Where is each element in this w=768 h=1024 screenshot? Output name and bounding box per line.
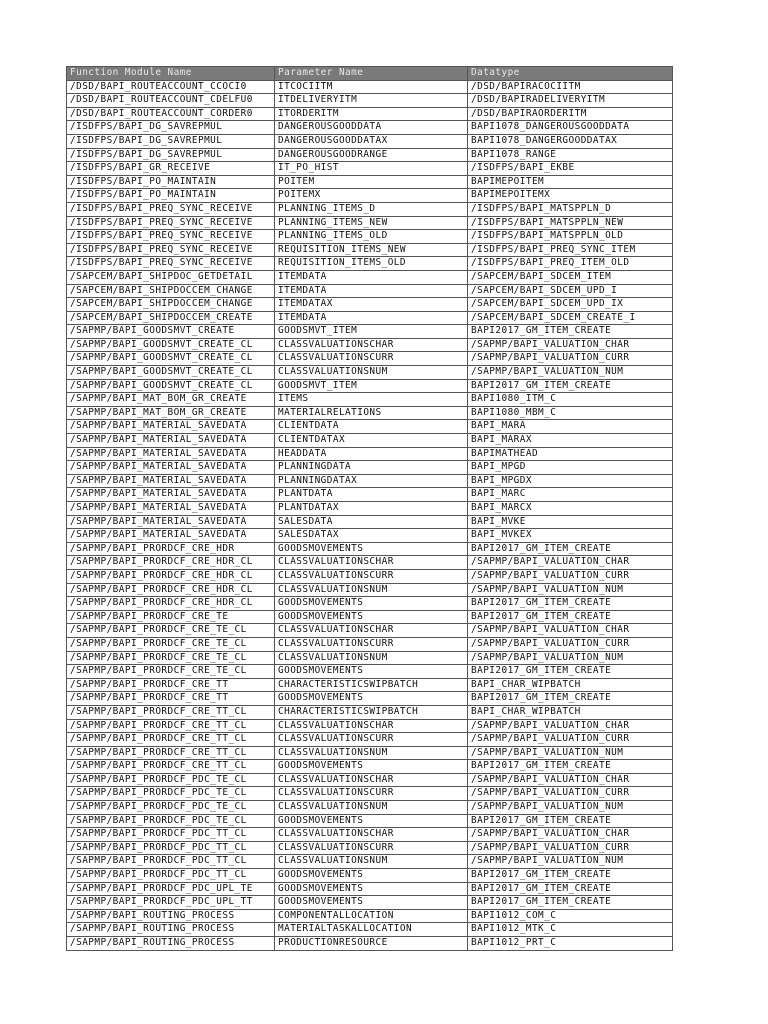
- table-row: [67, 515, 673, 529]
- cell-function-module-name: /ISDFPS/BAPI_PREQ_SYNC_RECEIVE: [67, 202, 275, 216]
- cell-function-module-name: /SAPMP/BAPI_GOODSMVT_CREATE_CL: [67, 366, 275, 380]
- cell-parameter-name: PLANTDATA: [275, 488, 468, 502]
- table-row: [67, 80, 673, 94]
- cell-function-module-name: /SAPMP/BAPI_PRORDCF_CRE_TT_CL: [67, 746, 275, 760]
- cell-datatype: BAPI1012_MTK_C: [468, 923, 673, 937]
- cell-function-module-name: /SAPMP/BAPI_PRORDCF_CRE_TE_CL: [67, 624, 275, 638]
- table-row: [67, 733, 673, 747]
- cell-parameter-name: CLASSVALUATIONSNUM: [275, 746, 468, 760]
- cell-function-module-name: /SAPMP/BAPI_MAT_BOM_GR_CREATE: [67, 406, 275, 420]
- table-row: [67, 148, 673, 162]
- cell-parameter-name: COMPONENTALLOCATION: [275, 909, 468, 923]
- cell-datatype: BAPI2017_GM_ITEM_CREATE: [468, 760, 673, 774]
- table-row: [67, 434, 673, 448]
- cell-function-module-name: /ISDFPS/BAPI_DG_SAVREPMUL: [67, 148, 275, 162]
- cell-parameter-name: CHARACTERISTICSWIPBATCH: [275, 705, 468, 719]
- header-parameter-name: Parameter Name: [275, 67, 468, 81]
- cell-datatype: BAPI_MARC: [468, 488, 673, 502]
- cell-datatype: /SAPMP/BAPI_VALUATION_CHAR: [468, 828, 673, 842]
- table-row: [67, 202, 673, 216]
- cell-parameter-name: CLASSVALUATIONSNUM: [275, 801, 468, 815]
- table-row: [67, 760, 673, 774]
- cell-function-module-name: /SAPMP/BAPI_PRORDCF_CRE_TT_CL: [67, 733, 275, 747]
- cell-parameter-name: CLIENTDATA: [275, 420, 468, 434]
- cell-function-module-name: /SAPMP/BAPI_GOODSMVT_CREATE_CL: [67, 379, 275, 393]
- table-row: [67, 896, 673, 910]
- table-row: [67, 121, 673, 135]
- cell-datatype: BAPI2017_GM_ITEM_CREATE: [468, 379, 673, 393]
- table-row: [67, 94, 673, 108]
- cell-datatype: /SAPMP/BAPI_VALUATION_CHAR: [468, 624, 673, 638]
- cell-parameter-name: CLASSVALUATIONSCHAR: [275, 719, 468, 733]
- cell-function-module-name: /SAPMP/BAPI_MATERIAL_SAVEDATA: [67, 474, 275, 488]
- cell-datatype: /SAPMP/BAPI_VALUATION_NUM: [468, 583, 673, 597]
- table-row: [67, 134, 673, 148]
- cell-function-module-name: /SAPMP/BAPI_PRORDCF_CRE_HDR_CL: [67, 569, 275, 583]
- table-row: [67, 284, 673, 298]
- cell-function-module-name: /SAPMP/BAPI_MATERIAL_SAVEDATA: [67, 488, 275, 502]
- cell-parameter-name: CLASSVALUATIONSCURR: [275, 733, 468, 747]
- cell-function-module-name: /SAPMP/BAPI_PRORDCF_CRE_TT_CL: [67, 719, 275, 733]
- cell-parameter-name: GOODSMOVEMENTS: [275, 597, 468, 611]
- cell-datatype: BAPI_MPGDX: [468, 474, 673, 488]
- table-row: [67, 406, 673, 420]
- table-row: [67, 257, 673, 271]
- table-row: [67, 107, 673, 121]
- cell-datatype: BAPI2017_GM_ITEM_CREATE: [468, 597, 673, 611]
- cell-parameter-name: MATERIALRELATIONS: [275, 406, 468, 420]
- cell-function-module-name: /ISDFPS/BAPI_PO_MAINTAIN: [67, 189, 275, 203]
- cell-parameter-name: POITEMX: [275, 189, 468, 203]
- cell-function-module-name: /SAPMP/BAPI_PRORDCF_CRE_HDR_CL: [67, 583, 275, 597]
- table-row: [67, 814, 673, 828]
- cell-parameter-name: CLIENTDATAX: [275, 434, 468, 448]
- cell-datatype: /SAPMP/BAPI_VALUATION_CURR: [468, 733, 673, 747]
- cell-parameter-name: CLASSVALUATIONSCURR: [275, 637, 468, 651]
- table-row: [67, 393, 673, 407]
- table-row: [67, 841, 673, 855]
- cell-datatype: BAPI2017_GM_ITEM_CREATE: [468, 665, 673, 679]
- table-row: [67, 420, 673, 434]
- cell-parameter-name: DANGEROUSGOODDATA: [275, 121, 468, 135]
- cell-function-module-name: /SAPMP/BAPI_PRORDCF_PDC_TT_CL: [67, 855, 275, 869]
- table-row: [67, 338, 673, 352]
- cell-function-module-name: /SAPMP/BAPI_PRORDCF_CRE_HDR: [67, 542, 275, 556]
- cell-parameter-name: CLASSVALUATIONSNUM: [275, 366, 468, 380]
- cell-parameter-name: PLANNING_ITEMS_NEW: [275, 216, 468, 230]
- cell-function-module-name: /SAPMP/BAPI_PRORDCF_PDC_TE_CL: [67, 801, 275, 815]
- table-row: [67, 298, 673, 312]
- cell-datatype: BAPI_MARAX: [468, 434, 673, 448]
- cell-function-module-name: /SAPMP/BAPI_MATERIAL_SAVEDATA: [67, 447, 275, 461]
- cell-function-module-name: /SAPMP/BAPI_MATERIAL_SAVEDATA: [67, 434, 275, 448]
- cell-function-module-name: /SAPMP/BAPI_PRORDCF_CRE_TT: [67, 692, 275, 706]
- cell-parameter-name: GOODSMOVEMENTS: [275, 882, 468, 896]
- cell-function-module-name: /ISDFPS/BAPI_PREQ_SYNC_RECEIVE: [67, 216, 275, 230]
- cell-datatype: BAPI1012_COM_C: [468, 909, 673, 923]
- cell-function-module-name: /ISDFPS/BAPI_DG_SAVREPMUL: [67, 121, 275, 135]
- cell-parameter-name: REQUISITION_ITEMS_OLD: [275, 257, 468, 271]
- cell-datatype: /ISDFPS/BAPI_EKBE: [468, 162, 673, 176]
- cell-function-module-name: /SAPMP/BAPI_ROUTING_PROCESS: [67, 937, 275, 951]
- table-row: [67, 665, 673, 679]
- cell-function-module-name: /SAPMP/BAPI_MAT_BOM_GR_CREATE: [67, 393, 275, 407]
- cell-datatype: /SAPMP/BAPI_VALUATION_CURR: [468, 787, 673, 801]
- cell-parameter-name: GOODSMOVEMENTS: [275, 760, 468, 774]
- cell-parameter-name: SALESDATAX: [275, 529, 468, 543]
- cell-parameter-name: SALESDATA: [275, 515, 468, 529]
- table-row: [67, 828, 673, 842]
- cell-parameter-name: ITEMDATA: [275, 311, 468, 325]
- cell-function-module-name: /DSD/BAPI_ROUTEACCOUNT_CORDER0: [67, 107, 275, 121]
- table-row: [67, 379, 673, 393]
- cell-function-module-name: /SAPMP/BAPI_PRORDCF_CRE_HDR_CL: [67, 597, 275, 611]
- cell-parameter-name: CHARACTERISTICSWIPBATCH: [275, 678, 468, 692]
- cell-function-module-name: /SAPMP/BAPI_ROUTING_PROCESS: [67, 909, 275, 923]
- cell-datatype: /ISDFPS/BAPI_MATSPPLN_OLD: [468, 230, 673, 244]
- cell-function-module-name: /SAPMP/BAPI_MATERIAL_SAVEDATA: [67, 502, 275, 516]
- cell-parameter-name: PLANNINGDATA: [275, 461, 468, 475]
- cell-datatype: /SAPCEM/BAPI_SDCEM_UPD_I: [468, 284, 673, 298]
- cell-datatype: BAPIMEPOITEMX: [468, 189, 673, 203]
- cell-datatype: BAPI_MVKE: [468, 515, 673, 529]
- cell-datatype: BAPI2017_GM_ITEM_CREATE: [468, 814, 673, 828]
- cell-parameter-name: CLASSVALUATIONSCHAR: [275, 828, 468, 842]
- table-row: [67, 787, 673, 801]
- cell-function-module-name: /SAPMP/BAPI_PRORDCF_CRE_HDR_CL: [67, 556, 275, 570]
- cell-datatype: /SAPMP/BAPI_VALUATION_CHAR: [468, 719, 673, 733]
- table-row: [67, 597, 673, 611]
- cell-parameter-name: CLASSVALUATIONSCHAR: [275, 556, 468, 570]
- cell-datatype: /DSD/BAPIRADELIVERYITM: [468, 94, 673, 108]
- cell-datatype: /SAPMP/BAPI_VALUATION_NUM: [468, 651, 673, 665]
- cell-function-module-name: /SAPMP/BAPI_PRORDCF_PDC_TT_CL: [67, 828, 275, 842]
- table-row: [67, 461, 673, 475]
- table-row: [67, 352, 673, 366]
- cell-parameter-name: CLASSVALUATIONSCURR: [275, 569, 468, 583]
- cell-parameter-name: GOODSMVT_ITEM: [275, 325, 468, 339]
- cell-parameter-name: GOODSMOVEMENTS: [275, 692, 468, 706]
- cell-datatype: BAPI_CHAR_WIPBATCH: [468, 705, 673, 719]
- cell-datatype: /SAPMP/BAPI_VALUATION_NUM: [468, 801, 673, 815]
- cell-datatype: /DSD/BAPIRAORDERITM: [468, 107, 673, 121]
- cell-function-module-name: /SAPMP/BAPI_PRORDCF_CRE_TE_CL: [67, 637, 275, 651]
- cell-parameter-name: CLASSVALUATIONSNUM: [275, 855, 468, 869]
- cell-datatype: /DSD/BAPIRACOCIITM: [468, 80, 673, 94]
- cell-datatype: BAPI1012_PRT_C: [468, 937, 673, 951]
- cell-function-module-name: /SAPMP/BAPI_PRORDCF_PDC_TE_CL: [67, 787, 275, 801]
- cell-parameter-name: CLASSVALUATIONSCHAR: [275, 773, 468, 787]
- table-row: [67, 243, 673, 257]
- table-row: [67, 230, 673, 244]
- cell-parameter-name: ITEMDATA: [275, 270, 468, 284]
- cell-datatype: BAPIMEPOITEM: [468, 175, 673, 189]
- cell-parameter-name: CLASSVALUATIONSCURR: [275, 352, 468, 366]
- cell-datatype: /ISDFPS/BAPI_PREQ_ITEM_OLD: [468, 257, 673, 271]
- cell-datatype: /SAPMP/BAPI_VALUATION_CURR: [468, 841, 673, 855]
- cell-datatype: /SAPMP/BAPI_VALUATION_NUM: [468, 746, 673, 760]
- cell-parameter-name: PRODUCTIONRESOURCE: [275, 937, 468, 951]
- cell-datatype: BAPI_MPGD: [468, 461, 673, 475]
- table-row: [67, 923, 673, 937]
- cell-function-module-name: /SAPMP/BAPI_MATERIAL_SAVEDATA: [67, 529, 275, 543]
- parameter-table: [66, 66, 673, 951]
- table-row: [67, 773, 673, 787]
- cell-datatype: BAPI2017_GM_ITEM_CREATE: [468, 542, 673, 556]
- table-row: [67, 937, 673, 951]
- table-row: [67, 529, 673, 543]
- cell-datatype: /SAPMP/BAPI_VALUATION_CHAR: [468, 338, 673, 352]
- cell-function-module-name: /ISDFPS/BAPI_DG_SAVREPMUL: [67, 134, 275, 148]
- cell-datatype: BAPI2017_GM_ITEM_CREATE: [468, 692, 673, 706]
- cell-parameter-name: ITEMDATA: [275, 284, 468, 298]
- cell-parameter-name: ITCOCIITM: [275, 80, 468, 94]
- table-row: [67, 801, 673, 815]
- cell-function-module-name: /SAPMP/BAPI_MATERIAL_SAVEDATA: [67, 515, 275, 529]
- cell-datatype: /SAPMP/BAPI_VALUATION_CURR: [468, 637, 673, 651]
- cell-function-module-name: /SAPMP/BAPI_PRORDCF_CRE_TT_CL: [67, 705, 275, 719]
- cell-function-module-name: /SAPCEM/BAPI_SHIPDOCCEM_CREATE: [67, 311, 275, 325]
- cell-parameter-name: ITEMS: [275, 393, 468, 407]
- cell-parameter-name: PLANNING_ITEMS_OLD: [275, 230, 468, 244]
- cell-function-module-name: /SAPMP/BAPI_PRORDCF_PDC_UPL_TE: [67, 882, 275, 896]
- cell-datatype: BAPI1080_ITM_C: [468, 393, 673, 407]
- cell-datatype: /SAPCEM/BAPI_SDCEM_CREATE_I: [468, 311, 673, 325]
- cell-datatype: /ISDFPS/BAPI_MATSPPLN_NEW: [468, 216, 673, 230]
- cell-parameter-name: GOODSMOVEMENTS: [275, 610, 468, 624]
- cell-parameter-name: CLASSVALUATIONSCURR: [275, 787, 468, 801]
- table-row: [67, 311, 673, 325]
- cell-parameter-name: ITORDERITM: [275, 107, 468, 121]
- cell-parameter-name: PLANNING_ITEMS_D: [275, 202, 468, 216]
- table-row: [67, 216, 673, 230]
- table-row: [67, 569, 673, 583]
- cell-function-module-name: /SAPMP/BAPI_PRORDCF_CRE_TT: [67, 678, 275, 692]
- cell-parameter-name: GOODSMVT_ITEM: [275, 379, 468, 393]
- cell-datatype: /SAPMP/BAPI_VALUATION_CHAR: [468, 773, 673, 787]
- table-row: [67, 882, 673, 896]
- cell-function-module-name: /SAPMP/BAPI_GOODSMVT_CREATE_CL: [67, 338, 275, 352]
- table-row: [67, 162, 673, 176]
- cell-parameter-name: ITDELIVERYITM: [275, 94, 468, 108]
- cell-parameter-name: CLASSVALUATIONSCURR: [275, 841, 468, 855]
- table-row: [67, 583, 673, 597]
- cell-parameter-name: CLASSVALUATIONSCHAR: [275, 624, 468, 638]
- cell-parameter-name: POITEM: [275, 175, 468, 189]
- table-row: [67, 705, 673, 719]
- cell-parameter-name: DANGEROUSGOODDATAX: [275, 134, 468, 148]
- cell-parameter-name: GOODSMOVEMENTS: [275, 814, 468, 828]
- cell-datatype: /SAPMP/BAPI_VALUATION_CURR: [468, 352, 673, 366]
- cell-function-module-name: /SAPMP/BAPI_PRORDCF_CRE_TT_CL: [67, 760, 275, 774]
- cell-datatype: BAPI2017_GM_ITEM_CREATE: [468, 896, 673, 910]
- cell-datatype: BAPI2017_GM_ITEM_CREATE: [468, 869, 673, 883]
- cell-parameter-name: DANGEROUSGOODRANGE: [275, 148, 468, 162]
- cell-datatype: /SAPMP/BAPI_VALUATION_NUM: [468, 366, 673, 380]
- table-row: [67, 325, 673, 339]
- cell-datatype: BAPI1080_MBM_C: [468, 406, 673, 420]
- cell-function-module-name: /ISDFPS/BAPI_PREQ_SYNC_RECEIVE: [67, 257, 275, 271]
- cell-datatype: /SAPMP/BAPI_VALUATION_CHAR: [468, 556, 673, 570]
- table-row: [67, 447, 673, 461]
- cell-function-module-name: /ISDFPS/BAPI_PO_MAINTAIN: [67, 175, 275, 189]
- table-row: [67, 542, 673, 556]
- cell-datatype: /ISDFPS/BAPI_PREQ_SYNC_ITEM: [468, 243, 673, 257]
- cell-datatype: /SAPCEM/BAPI_SDCEM_UPD_IX: [468, 298, 673, 312]
- table-row: [67, 366, 673, 380]
- cell-function-module-name: /SAPMP/BAPI_GOODSMVT_CREATE_CL: [67, 352, 275, 366]
- table-row: [67, 610, 673, 624]
- cell-datatype: BAPI_MARCX: [468, 502, 673, 516]
- cell-datatype: BAPIMATHEAD: [468, 447, 673, 461]
- header-datatype: Datatype: [468, 67, 673, 81]
- cell-function-module-name: /DSD/BAPI_ROUTEACCOUNT_CDELFU0: [67, 94, 275, 108]
- cell-function-module-name: /SAPMP/BAPI_PRORDCF_PDC_TT_CL: [67, 869, 275, 883]
- cell-function-module-name: /SAPMP/BAPI_MATERIAL_SAVEDATA: [67, 461, 275, 475]
- table-row: [67, 270, 673, 284]
- cell-datatype: /ISDFPS/BAPI_MATSPPLN_D: [468, 202, 673, 216]
- cell-datatype: BAPI1078_DANGERGOODDATAX: [468, 134, 673, 148]
- cell-datatype: /SAPCEM/BAPI_SDCEM_ITEM: [468, 270, 673, 284]
- table-row: [67, 488, 673, 502]
- cell-parameter-name: GOODSMOVEMENTS: [275, 665, 468, 679]
- cell-function-module-name: /SAPMP/BAPI_PRORDCF_PDC_UPL_TT: [67, 896, 275, 910]
- cell-function-module-name: /SAPMP/BAPI_GOODSMVT_CREATE: [67, 325, 275, 339]
- cell-function-module-name: /SAPMP/BAPI_PRORDCF_PDC_TT_CL: [67, 841, 275, 855]
- cell-parameter-name: GOODSMOVEMENTS: [275, 896, 468, 910]
- cell-parameter-name: ITEMDATAX: [275, 298, 468, 312]
- cell-function-module-name: /SAPCEM/BAPI_SHIPDOCCEM_CHANGE: [67, 284, 275, 298]
- cell-datatype: BAPI2017_GM_ITEM_CREATE: [468, 610, 673, 624]
- table-row: [67, 678, 673, 692]
- cell-parameter-name: GOODSMOVEMENTS: [275, 542, 468, 556]
- cell-datatype: BAPI1078_DANGEROUSGOODDATA: [468, 121, 673, 135]
- cell-datatype: BAPI_MARA: [468, 420, 673, 434]
- cell-function-module-name: /DSD/BAPI_ROUTEACCOUNT_CCOCI0: [67, 80, 275, 94]
- cell-parameter-name: IT_PO_HIST: [275, 162, 468, 176]
- table-row: [67, 637, 673, 651]
- table-row: [67, 692, 673, 706]
- cell-parameter-name: CLASSVALUATIONSCHAR: [275, 338, 468, 352]
- cell-function-module-name: /SAPMP/BAPI_PRORDCF_CRE_TE_CL: [67, 665, 275, 679]
- cell-function-module-name: /SAPCEM/BAPI_SHIPDOCCEM_CHANGE: [67, 298, 275, 312]
- cell-datatype: BAPI_MVKEX: [468, 529, 673, 543]
- cell-datatype: /SAPMP/BAPI_VALUATION_NUM: [468, 855, 673, 869]
- table-body: [67, 80, 673, 950]
- cell-function-module-name: /SAPMP/BAPI_PRORDCF_PDC_TE_CL: [67, 773, 275, 787]
- table-header-row: [67, 67, 673, 81]
- cell-parameter-name: CLASSVALUATIONSNUM: [275, 651, 468, 665]
- table-row: [67, 746, 673, 760]
- cell-function-module-name: /SAPMP/BAPI_PRORDCF_CRE_TE_CL: [67, 651, 275, 665]
- table-row: [67, 502, 673, 516]
- cell-parameter-name: PLANNINGDATAX: [275, 474, 468, 488]
- cell-datatype: BAPI1078_RANGE: [468, 148, 673, 162]
- cell-function-module-name: /ISDFPS/BAPI_GR_RECEIVE: [67, 162, 275, 176]
- cell-datatype: /SAPMP/BAPI_VALUATION_CURR: [468, 569, 673, 583]
- cell-function-module-name: /ISDFPS/BAPI_PREQ_SYNC_RECEIVE: [67, 243, 275, 257]
- table-row: [67, 189, 673, 203]
- cell-function-module-name: /SAPMP/BAPI_PRORDCF_CRE_TE: [67, 610, 275, 624]
- table-row: [67, 175, 673, 189]
- cell-parameter-name: CLASSVALUATIONSNUM: [275, 583, 468, 597]
- cell-parameter-name: MATERIALTASKALLOCATION: [275, 923, 468, 937]
- table-row: [67, 624, 673, 638]
- table-row: [67, 869, 673, 883]
- cell-datatype: BAPI2017_GM_ITEM_CREATE: [468, 325, 673, 339]
- cell-parameter-name: HEADDATA: [275, 447, 468, 461]
- table-row: [67, 474, 673, 488]
- table-row: [67, 651, 673, 665]
- cell-datatype: BAPI_CHAR_WIPBATCH: [468, 678, 673, 692]
- table-row: [67, 909, 673, 923]
- cell-function-module-name: /ISDFPS/BAPI_PREQ_SYNC_RECEIVE: [67, 230, 275, 244]
- cell-function-module-name: /SAPMP/BAPI_MATERIAL_SAVEDATA: [67, 420, 275, 434]
- cell-function-module-name: /SAPMP/BAPI_ROUTING_PROCESS: [67, 923, 275, 937]
- cell-parameter-name: GOODSMOVEMENTS: [275, 869, 468, 883]
- table-row: [67, 855, 673, 869]
- cell-parameter-name: REQUISITION_ITEMS_NEW: [275, 243, 468, 257]
- cell-datatype: BAPI2017_GM_ITEM_CREATE: [468, 882, 673, 896]
- cell-function-module-name: /SAPMP/BAPI_PRORDCF_PDC_TE_CL: [67, 814, 275, 828]
- table-row: [67, 719, 673, 733]
- table-row: [67, 556, 673, 570]
- cell-parameter-name: PLANTDATAX: [275, 502, 468, 516]
- header-function-module-name: Function Module Name: [67, 67, 275, 81]
- cell-function-module-name: /SAPCEM/BAPI_SHIPDOC_GETDETAIL: [67, 270, 275, 284]
